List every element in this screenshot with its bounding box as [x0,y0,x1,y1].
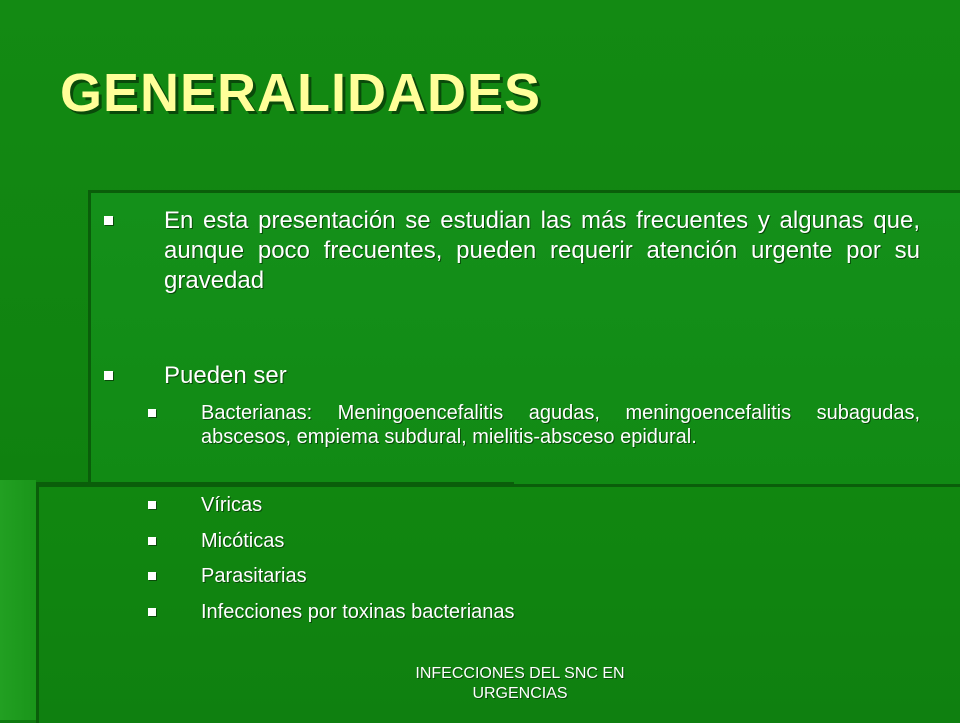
sub-bullet-text: Bacterianas: Meningoencefalitis agudas, meningoencefalitis subagudas, abscesos, empiema subdural, mielitis-absceso epidural. [201,402,920,448]
bullet-item [104,206,920,306]
bullet-text: En esta presentación se estudian las más frecuentes y algunas que, aunque poco frecuentes, pueden requerir atención urgente por su gravedad [164,207,920,294]
square-bullet-icon [148,501,156,509]
decorative-edge [36,482,514,486]
sub-bullet-item [148,529,920,555]
bullet-item [104,361,920,393]
slide-footer [370,664,670,704]
sub-bullet-text: Víricas [201,494,263,516]
square-bullet-icon [104,371,113,380]
square-bullet-icon [148,409,156,417]
decorative-panel-left [0,480,36,720]
footer-line: INFECCIONES DEL SNC EN [415,665,625,682]
sub-bullet-text: Parasitarias [201,565,307,587]
sub-bullet-text: Infecciones por toxinas bacterianas [201,601,515,623]
square-bullet-icon [104,216,113,225]
square-bullet-icon [148,537,156,545]
square-bullet-icon [148,572,156,580]
sub-bullet-text: Micóticas [201,530,285,552]
bullet-text: Pueden ser [164,362,287,389]
sub-bullet-item [148,401,920,477]
footer-line: URGENCIAS [472,685,568,702]
sub-bullet-item [148,564,920,590]
square-bullet-icon [148,608,156,616]
sub-bullet-item [148,600,920,626]
sub-bullet-item [148,493,920,519]
slide-title: GENERALIDADES [60,63,542,123]
